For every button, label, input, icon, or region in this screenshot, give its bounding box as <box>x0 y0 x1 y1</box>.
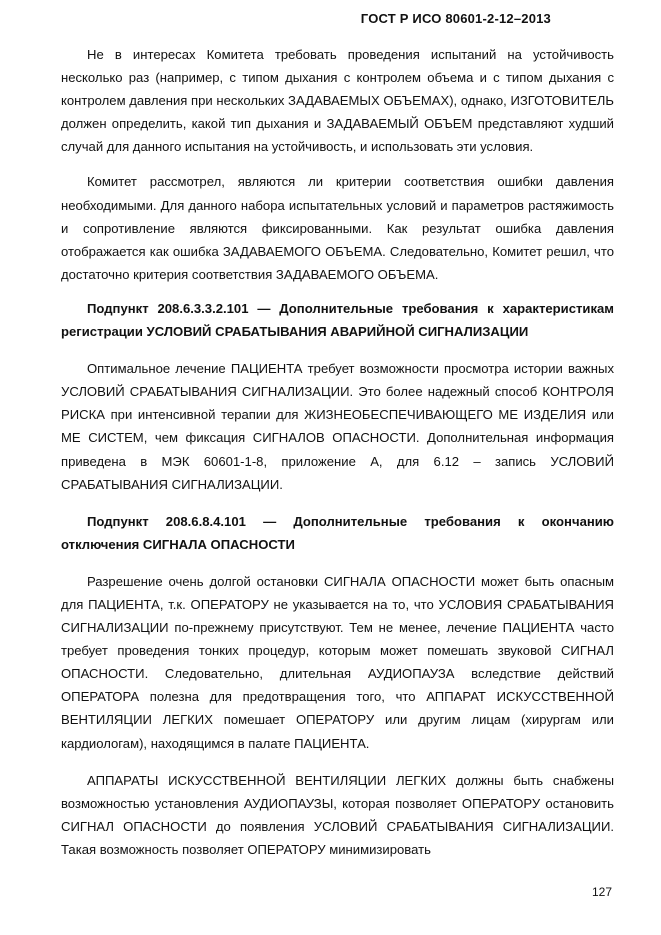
subclause-heading-alarm-logging: Подпункт 208.6.3.3.2.101 — Дополнительные требования к характеристикам регистрации УСЛОВИЙ СРАБАТЫВАНИЯ АВАРИЙНОЙ СИГНАЛИЗАЦИИ <box>61 300 614 340</box>
paragraph-audio-pause-risk: Разрешение очень долгой остановки СИГНАЛА ОПАСНОСТИ может быть опасным для ПАЦИЕНТА, т.к. ОПЕРАТОРУ не указывается на то, что УСЛОВИЯ СРАБАТЫВАНИЯ СИГНАЛИЗАЦИИ по-прежнему присутствуют. Тем не менее, лечение ПАЦИЕНТА часто требует проведения тонких процедур, которым может помешать звуковой СИГНАЛ ОПАСНОСТИ. Следовательно, длительная АУДИОПАУЗА вследствие действий ОПЕРАТОРА полезна для предотвращения того, что АППАРАТ ИСКУССТВЕННОЙ ВЕНТИЛЯЦИИ ЛЕГКИХ помешает ОПЕРАТОРУ или другим лицам (хирургам или кардиологам), находящимся в палате ПАЦИЕНТА. <box>61 573 614 751</box>
page-number: 127 <box>591 885 612 899</box>
paragraph-ventilator-audio-pause: АППАРАТЫ ИСКУССТВЕННОЙ ВЕНТИЛЯЦИИ ЛЕГКИХ должны быть снабжены возможностью установления АУДИОПАУЗЫ, которая позволяет ОПЕРАТОРУ остановить СИГНАЛ ОПАСНОСТИ до появления УСЛОВИЙ СРАБАТЫВАНИЯ СИГНАЛИЗАЦИИ. Такая возможность позволяет ОПЕРАТОРУ минимизировать <box>61 772 614 857</box>
paragraph-stability-tests: Не в интересах Комитета требовать проведения испытаний на устойчивость несколько раз (например, с типом дыхания с контролем объема и с типом дыхания с контролем давления при нескольких ЗАДАВАЕМЫХ ОБЪЕМАХ), однако, ИЗГОТОВИТЕЛЬ должен определить, какой тип дыхания и ЗАДАВАЕМЫЙ ОБЪЕМ представляют худший случай для данного испытания на устойчивость, и использовать эти условия. <box>61 47 614 155</box>
running-header: ГОСТ Р ИСО 80601-2-12–2013 <box>360 11 551 26</box>
document-body <box>61 43 614 861</box>
paragraph-alarm-history: Оптимальное лечение ПАЦИЕНТА требует возможности просмотра истории важных УСЛОВИЙ СРАБАТЫВАНИЯ СИГНАЛИЗАЦИИ. Это более надежный способ КОНТРОЛЯ РИСКА при интенсивной терапии для ЖИЗНЕОБЕСПЕЧИВАЮЩЕГО МЕ ИЗДЕЛИЯ или МЕ СИСТЕМ, чем фиксация СИГНАЛОВ ОПАСНОСТИ. Дополнительная информация приведена в МЭК 60601-1-8, приложение А, для 6.12 – запись УСЛОВИЙ СРАБАТЫВАНИЯ СИГНАЛИЗАЦИИ. <box>61 361 614 492</box>
subclause-heading-alarm-signal-inactivation: Подпункт 208.6.8.4.101 — Дополнительные требования к окончанию отключения СИГНАЛА ОПАСНОСТИ <box>61 513 614 552</box>
paragraph-pressure-error: Комитет рассмотрел, являются ли критерии соответствия ошибки давления необходимыми. Для данного набора испытательных условий и параметров растяжимость и сопротивление являются фиксированными. Как результат ошибка давления отображается как ошибка ЗАДАВАЕМОГО ОБЪЕМА. Следовательно, Комитет решил, что достаточно критерия соответствия ЗАДАВАЕМОГО ОБЪЕМА. <box>61 174 614 282</box>
